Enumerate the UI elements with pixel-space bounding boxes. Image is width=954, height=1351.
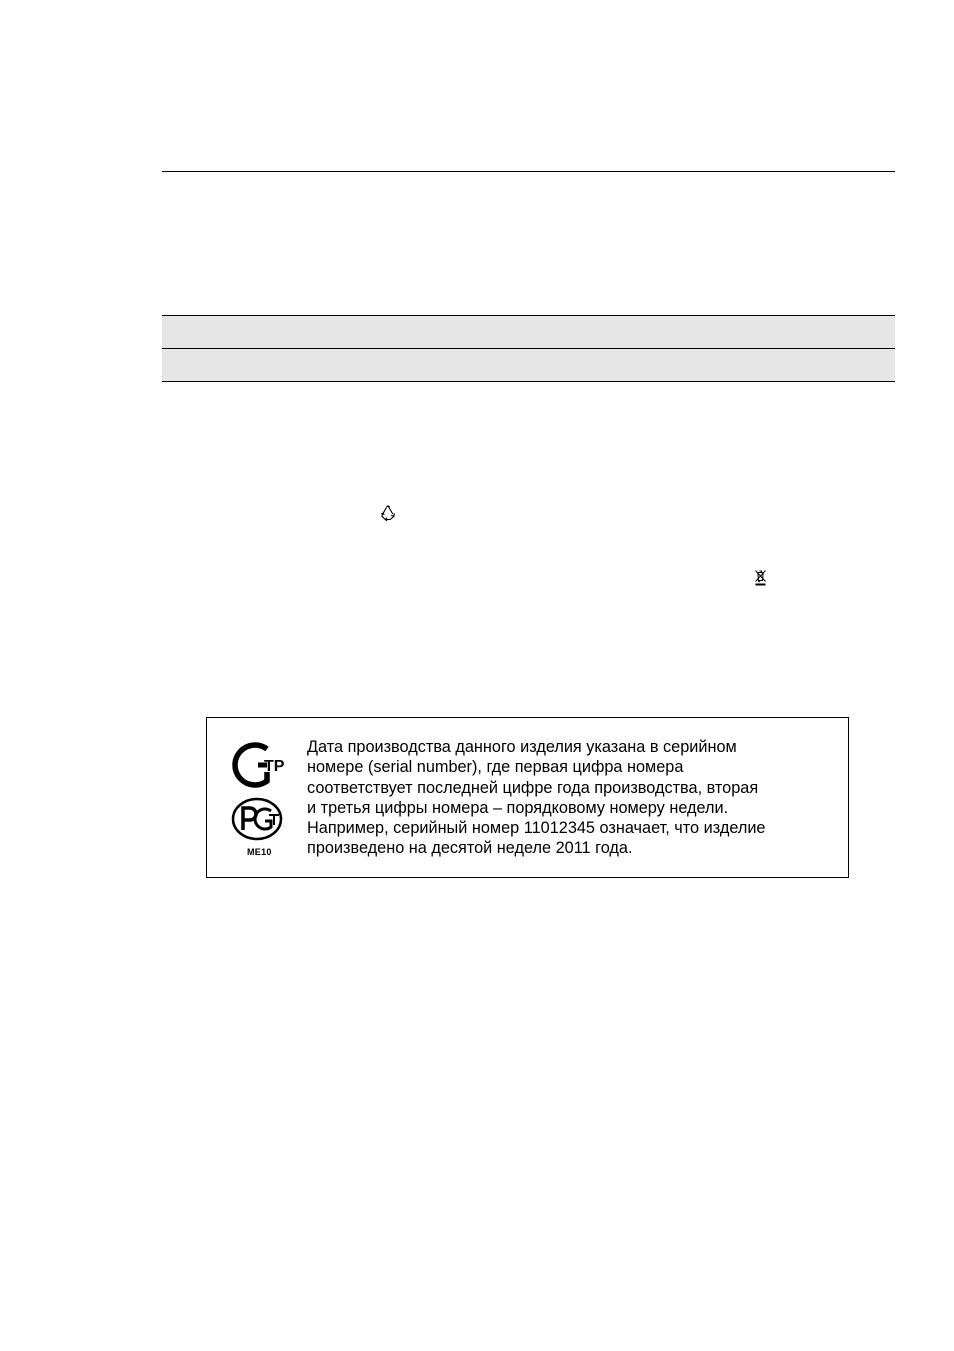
header-rule	[162, 171, 895, 172]
production-date-notice	[307, 737, 842, 859]
notice-line: произведено на десятой неделе 2011 года.	[307, 839, 633, 858]
gost-tr-certification-mark-icon	[231, 738, 293, 790]
notice-line: соответствует последней цифре года производства, вторая	[307, 778, 759, 797]
certification-notice-box	[206, 717, 849, 878]
crossed-out-wheelie-bin-icon	[754, 569, 767, 586]
table-row	[162, 348, 895, 382]
recycle-icon	[379, 504, 397, 522]
shaded-table	[162, 315, 895, 382]
notice-line: номере (serial number), где первая цифра номера	[307, 758, 684, 777]
notice-line: и третья цифры номера – порядковому номеру недели.	[307, 798, 729, 817]
table-row	[162, 315, 895, 348]
certification-code: ME10	[247, 847, 272, 857]
notice-line: Дата производства данного изделия указана в серийном	[307, 738, 737, 756]
pct-certification-mark-icon	[231, 796, 283, 842]
notice-line: Например, серийный номер 11012345 означает, что изделие	[307, 819, 766, 838]
svg-text:TP: TP	[264, 758, 285, 775]
